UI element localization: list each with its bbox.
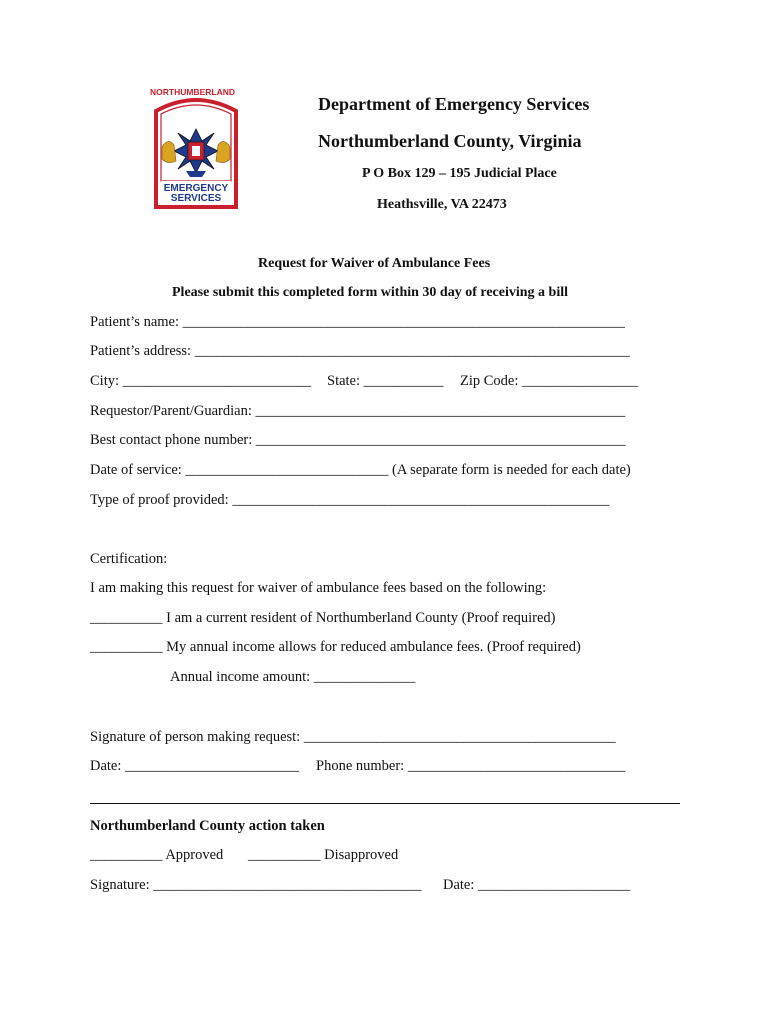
date-of-service-field[interactable]: Date of service: ____________________________ (A separate form is needed for each date) bbox=[90, 462, 631, 478]
logo-bottom-line1: EMERGENCY bbox=[163, 183, 229, 194]
certification-label: Certification: bbox=[90, 551, 168, 567]
income-option[interactable]: __________ My annual income allows for reduced ambulance fees. (Proof required) bbox=[90, 639, 581, 655]
county-title: Northumberland County, Virginia bbox=[318, 131, 582, 151]
signature-date-field[interactable]: Date: ________________________ bbox=[90, 758, 300, 774]
county-signature-field[interactable]: Signature: _____________________________________ bbox=[90, 877, 422, 893]
department-title: Department of Emergency Services bbox=[318, 94, 590, 114]
city-field[interactable]: City: __________________________ bbox=[90, 373, 312, 389]
contact-phone-field[interactable]: Best contact phone number: ___________________________________________________ bbox=[90, 432, 626, 448]
section-divider bbox=[90, 803, 680, 804]
resident-option[interactable]: __________ I am a current resident of Northumberland County (Proof required) bbox=[90, 610, 556, 626]
certification-statement: I am making this request for waiver of ambulance fees based on the following: bbox=[90, 580, 547, 596]
logo-top-text: NORTHUMBERLAND bbox=[150, 87, 235, 97]
form-title: Request for Waiver of Ambulance Fees bbox=[258, 256, 491, 271]
approved-field[interactable]: __________ Approved bbox=[90, 847, 224, 863]
emergency-services-logo bbox=[150, 87, 242, 215]
address-line-2: Heathsville, VA 22473 bbox=[377, 197, 507, 212]
county-date-field[interactable]: Date: _____________________ bbox=[443, 877, 631, 893]
zip-code-field[interactable]: Zip Code: ________________ bbox=[460, 373, 639, 389]
proof-type-field[interactable]: Type of proof provided: ____________________________________________________ bbox=[90, 492, 610, 508]
signature-phone-field[interactable]: Phone number: ______________________________ bbox=[316, 758, 626, 774]
requestor-signature-field[interactable]: Signature of person making request: ___________________________________________ bbox=[90, 729, 616, 745]
logo-bottom-line2: SERVICES bbox=[170, 193, 222, 204]
state-field[interactable]: State: ___________ bbox=[327, 373, 444, 389]
form-instruction: Please submit this completed form within 30 day of receiving a bill bbox=[172, 285, 568, 300]
patient-name-field[interactable]: Patient’s name: _____________________________________________________________ bbox=[90, 314, 625, 330]
annual-income-field[interactable]: Annual income amount: ______________ bbox=[170, 669, 416, 685]
requestor-field[interactable]: Requestor/Parent/Guardian: ___________________________________________________ bbox=[90, 403, 626, 419]
disapproved-field[interactable]: __________ Disapproved bbox=[248, 847, 399, 863]
address-line-1: P O Box 129 – 195 Judicial Place bbox=[362, 166, 557, 181]
county-action-title: Northumberland County action taken bbox=[90, 818, 325, 834]
patient-address-field[interactable]: Patient’s address: ____________________________________________________________ bbox=[90, 343, 630, 359]
